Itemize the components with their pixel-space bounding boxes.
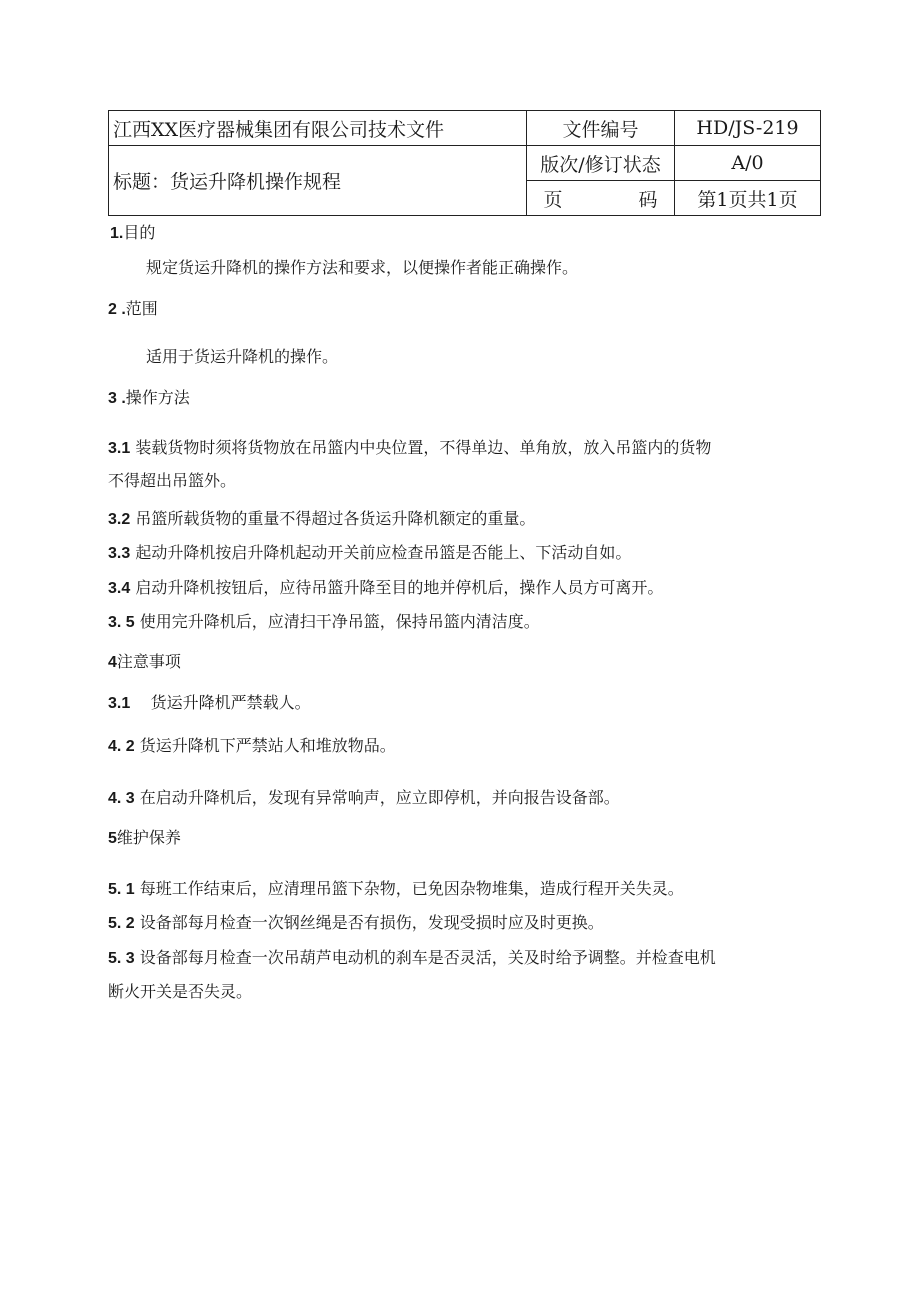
version-label: 版次/修订状态 (527, 146, 675, 181)
item-number: 5. 1 (108, 881, 135, 898)
item-number: 3.2 (108, 511, 131, 528)
section-title: 范围 (125, 299, 158, 318)
item-text: 断火开关是否失灵。 (108, 982, 253, 1001)
list-item-5-3-continued (108, 979, 252, 1002)
list-item-3-5 (108, 609, 540, 632)
section-number: 1. (110, 225, 124, 242)
section-number: 5 (108, 830, 117, 847)
section-number: 4 (108, 654, 117, 671)
page-label: 页码 (543, 188, 658, 211)
list-item-5-3 (108, 945, 716, 968)
item-number: 3.4 (108, 580, 131, 597)
paragraph-text: 规定货运升降机的操作方法和要求，以便操作者能正确操作。 (146, 258, 579, 277)
item-text: 不得超出吊篮外。 (108, 471, 237, 490)
item-number: 5. 3 (108, 950, 135, 967)
list-item-5-2 (108, 910, 604, 933)
document-header-table (108, 110, 821, 216)
item-text: 起动升降机按启升降机起动开关前应检查吊篮是否能上、下活动自如。 (135, 543, 632, 562)
item-text: 装载货物时须将货物放在吊篮内中央位置，不得单边、单角放，放入吊篮内的货物 (135, 438, 712, 457)
item-text: 吊篮所载货物的重量不得超过各货运升降机额定的重量。 (135, 509, 536, 528)
paragraph-purpose (146, 255, 578, 278)
list-item-3-3 (108, 540, 631, 563)
section-heading-maintenance (108, 825, 181, 848)
section-title: 操作方法 (125, 388, 190, 407)
section-number: 3 . (108, 390, 126, 407)
section-heading-purpose (110, 220, 155, 243)
section-heading-method (108, 385, 190, 408)
list-item-3-1-continued (108, 468, 236, 491)
section-heading-scope (108, 296, 158, 319)
section-title: 目的 (123, 223, 156, 242)
document-title: 标题：货运升降机操作规程 (109, 146, 527, 216)
paragraph-text: 适用于货运升降机的操作。 (146, 347, 339, 366)
list-item-3-4 (108, 575, 663, 598)
list-item-4-3 (108, 785, 620, 808)
section-title: 注意事项 (116, 652, 181, 671)
item-text: 每班工作结束后，应清理吊篮下杂物，已免因杂物堆集，造成行程开关失灵。 (139, 879, 684, 898)
item-text: 货运升降机严禁载人。 (150, 693, 311, 712)
item-number: 5. 2 (108, 915, 135, 932)
section-number: 2 . (108, 301, 126, 318)
item-number: 3.1 (108, 695, 131, 712)
item-number: 3.3 (108, 545, 131, 562)
item-number: 4. 2 (108, 738, 135, 755)
paragraph-scope (146, 344, 338, 367)
company-name: 江西XX医疗器械集团有限公司技术文件 (109, 111, 527, 146)
doc-number-label: 文件编号 (527, 111, 675, 146)
doc-number-value: HD/JS-219 (675, 111, 821, 146)
page-label-cell (527, 181, 675, 216)
list-item-3-1 (108, 435, 711, 458)
item-number: 4. 3 (108, 790, 135, 807)
item-text: 使用完升降机后，应清扫干净吊篮，保持吊篮内清洁度。 (139, 612, 540, 631)
item-text: 设备部每月检查一次钢丝绳是否有损伤，发现受损时应及时更换。 (139, 913, 604, 932)
version-value: A/0 (675, 146, 821, 181)
list-item-3-2 (108, 506, 535, 529)
section-title: 维护保养 (116, 828, 181, 847)
item-text: 在启动升降机后，发现有异常响声，应立即停机，并向报告设备部。 (139, 788, 620, 807)
list-item-4-1 (108, 690, 311, 713)
section-heading-notes (108, 649, 181, 672)
item-number: 3. 5 (108, 614, 135, 631)
item-number: 3.1 (108, 440, 131, 457)
list-item-5-1 (108, 876, 684, 899)
page-value: 第1页共1页 (675, 181, 821, 216)
item-text: 启动升降机按钮后，应待吊篮升降至目的地并停机后，操作人员方可离开。 (135, 578, 664, 597)
list-item-4-2 (108, 733, 396, 756)
item-text: 设备部每月检查一次吊葫芦电动机的刹车是否灵活，关及时给予调整。并检查电机 (139, 948, 716, 967)
item-text: 货运升降机下严禁站人和堆放物品。 (139, 736, 396, 755)
